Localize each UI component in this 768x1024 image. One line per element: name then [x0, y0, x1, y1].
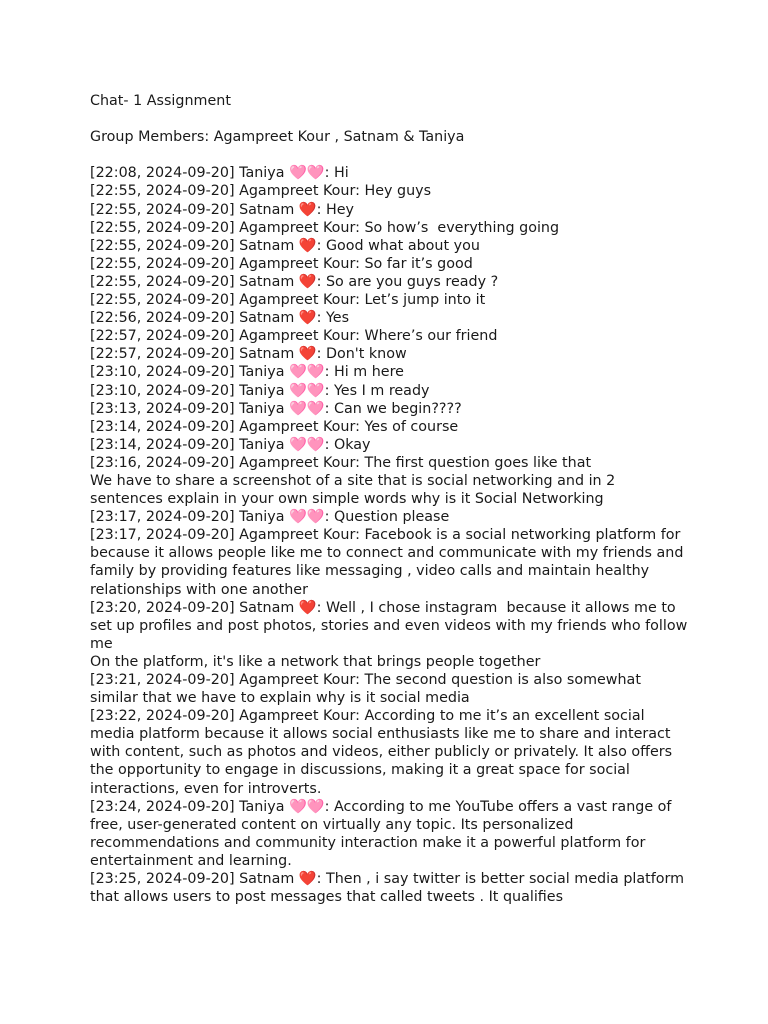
document-title: Chat- 1 Assignment — [90, 93, 231, 109]
chat-message: [22:55, 2024-09-20] Satnam ❤️: So are you guys ready ? — [90, 273, 499, 290]
chat-message: [23:17, 2024-09-20] Agampreet Kour: Facebook is a social networking platform for because it allows people like me to connect and communicate with my friends and family by providing features like messaging , video calls and maintain healthy relationships with one another — [90, 527, 688, 598]
chat-message: [23:16, 2024-09-20] Agampreet Kour: The first question goes like that We have to share a screenshot of a site that is social networking and in 2 sentences explain in your own simple words why is it Social Networking — [90, 454, 616, 508]
chat-message: [22:57, 2024-09-20] Agampreet Kour: Where’s our friend — [90, 328, 498, 345]
chat-message: [23:10, 2024-09-20] Taniya 🩷🩷: Hi m here — [90, 364, 404, 381]
chat-transcript — [90, 164, 690, 906]
chat-message: [23:14, 2024-09-20] Agampreet Kour: Yes of course — [90, 418, 459, 435]
chat-message: [23:25, 2024-09-20] Satnam ❤️: Then , i say twitter is better social media platform that allows users to post messages that called tweets . It qualifies — [90, 871, 689, 906]
chat-message: [23:17, 2024-09-20] Taniya 🩷🩷: Question please — [90, 509, 450, 526]
chat-message: [22:55, 2024-09-20] Agampreet Kour: So far it’s good — [90, 255, 473, 272]
group-members-line: Group Members: Agampreet Kour , Satnam & Taniya — [90, 129, 465, 146]
chat-message: [23:13, 2024-09-20] Taniya 🩷🩷: Can we begin???? — [90, 400, 462, 417]
chat-message: [23:20, 2024-09-20] Satnam ❤️: Well , I chose instagram because it allows me to set up profiles and post photos, stories and even videos with my friends who follow me On the platform, it's like a network that brings people together — [90, 599, 688, 670]
chat-message: [23:21, 2024-09-20] Agampreet Kour: The second question is also somewhat similar that we have to explain why is it social media — [90, 672, 646, 707]
chat-message: [22:55, 2024-09-20] Agampreet Kour: So how’s everything going — [90, 219, 560, 236]
chat-message: [23:10, 2024-09-20] Taniya 🩷🩷: Yes I m ready — [90, 382, 430, 399]
document-body — [90, 92, 690, 906]
chat-message: [22:08, 2024-09-20] Taniya 🩷🩷: Hi — [90, 165, 349, 182]
chat-message: [22:55, 2024-09-20] Agampreet Kour: Hey guys — [90, 183, 432, 200]
chat-message: [22:55, 2024-09-20] Satnam ❤️: Hey — [90, 201, 354, 218]
chat-message: [23:22, 2024-09-20] Agampreet Kour: According to me it’s an excellent social media platform because it allows social enthusiasts like me to share and interact with content, such as photos and videos, either publicly or privately. It also offers the opportunity to engage in discussions, making it a great space for social interactions, even for introverts. — [90, 708, 677, 797]
chat-message: [23:14, 2024-09-20] Taniya 🩷🩷: Okay — [90, 436, 371, 453]
chat-message: [22:57, 2024-09-20] Satnam ❤️: Don't know — [90, 346, 407, 363]
chat-message: [22:55, 2024-09-20] Agampreet Kour: Let’s jump into it — [90, 292, 486, 309]
chat-message: [23:24, 2024-09-20] Taniya 🩷🩷: According to me YouTube offers a vast range of free, user-generated content on virtually any topic. Its personalized recommendations and community interaction make it a powerful platform for entertainment and learning. — [90, 798, 676, 869]
chat-message: [22:56, 2024-09-20] Satnam ❤️: Yes — [90, 310, 350, 327]
chat-message: [22:55, 2024-09-20] Satnam ❤️: Good what about you — [90, 237, 480, 254]
